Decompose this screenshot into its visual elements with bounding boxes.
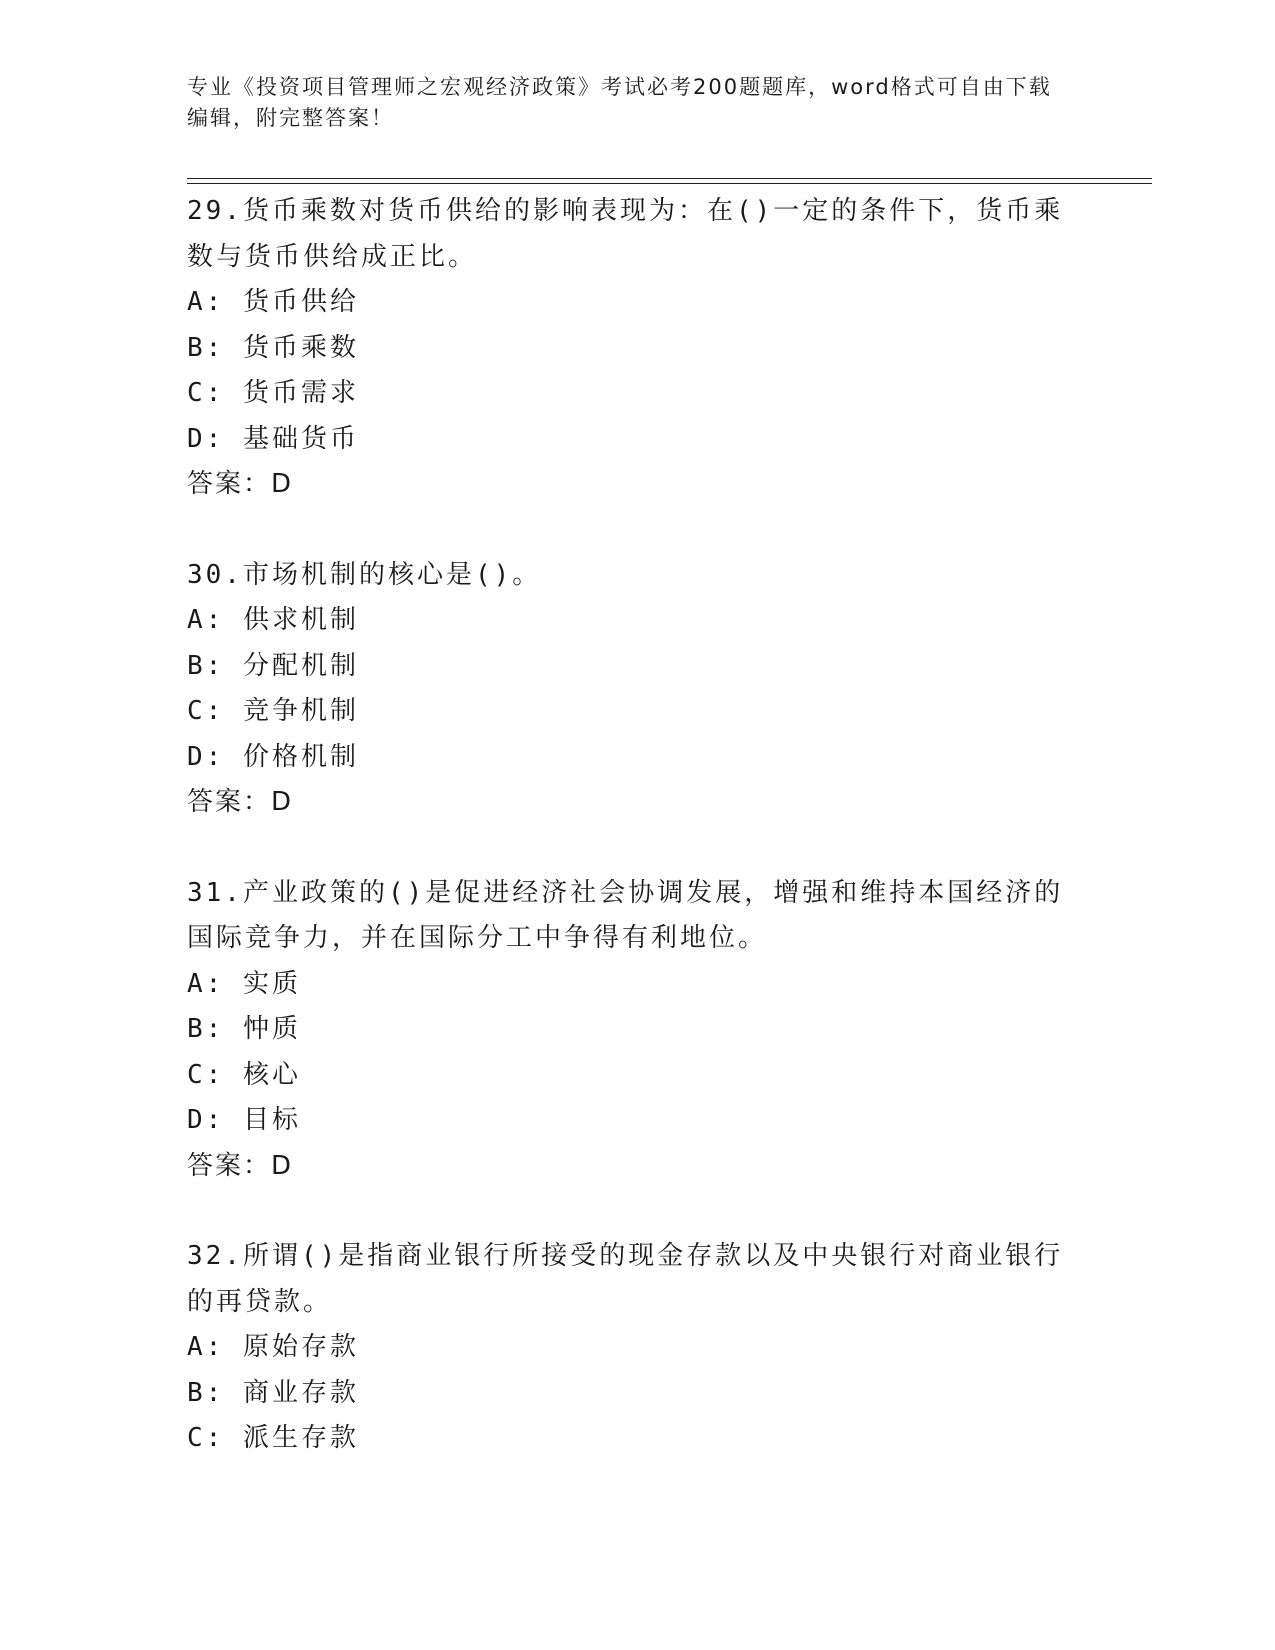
option-c: C: 竞争机制 xyxy=(187,696,359,726)
option-a: A: 原始存款 xyxy=(187,1332,359,1362)
question-stem: 32.所谓()是指商业银行所接受的现金存款以及中央银行对商业银行的再贷款。 xyxy=(187,1241,1064,1317)
question-30 xyxy=(187,553,1087,826)
option-d: D: 价格机制 xyxy=(187,741,359,772)
header-divider-bottom xyxy=(187,183,1152,184)
document-header: 专业《投资项目管理师之宏观经济政策》考试必考200题题库，word格式可自由下载编辑，附完整答案！ xyxy=(187,75,1052,130)
question-29 xyxy=(187,189,1087,508)
option-b: B: 分配机制 xyxy=(187,650,359,681)
option-a: A: 实质 xyxy=(187,968,301,999)
question-32 xyxy=(187,1234,1087,1462)
option-c: C: 核心 xyxy=(187,1059,301,1090)
question-stem: 29.货币乘数对货币供给的影响表现为：在()一定的条件下，货币乘数与货币供给成正比。 xyxy=(187,196,1064,272)
answer-line: 答案：D xyxy=(187,1150,294,1181)
option-b: B: 货币乘数 xyxy=(187,332,359,363)
option-c: C: 派生存款 xyxy=(187,1423,359,1453)
header-divider-top xyxy=(187,178,1152,179)
answer-line: 答案：D xyxy=(187,469,294,499)
question-stem: 30.市场机制的核心是()。 xyxy=(187,559,542,590)
option-a: A: 供求机制 xyxy=(187,605,359,635)
option-a: A: 货币供给 xyxy=(187,287,359,317)
option-d: D: 基础货币 xyxy=(187,423,359,454)
option-b: B: 忡质 xyxy=(187,1014,301,1044)
question-list xyxy=(187,189,1087,1507)
option-c: C: 货币需求 xyxy=(187,378,359,408)
option-d: D: 目标 xyxy=(187,1105,301,1135)
option-b: B: 商业存款 xyxy=(187,1377,359,1408)
answer-line: 答案：D xyxy=(187,787,294,817)
question-31 xyxy=(187,871,1087,1190)
question-stem: 31.产业政策的()是促进经济社会协调发展，增强和维持本国经济的国际竞争力，并在国际分工中争得有利地位。 xyxy=(187,877,1064,953)
